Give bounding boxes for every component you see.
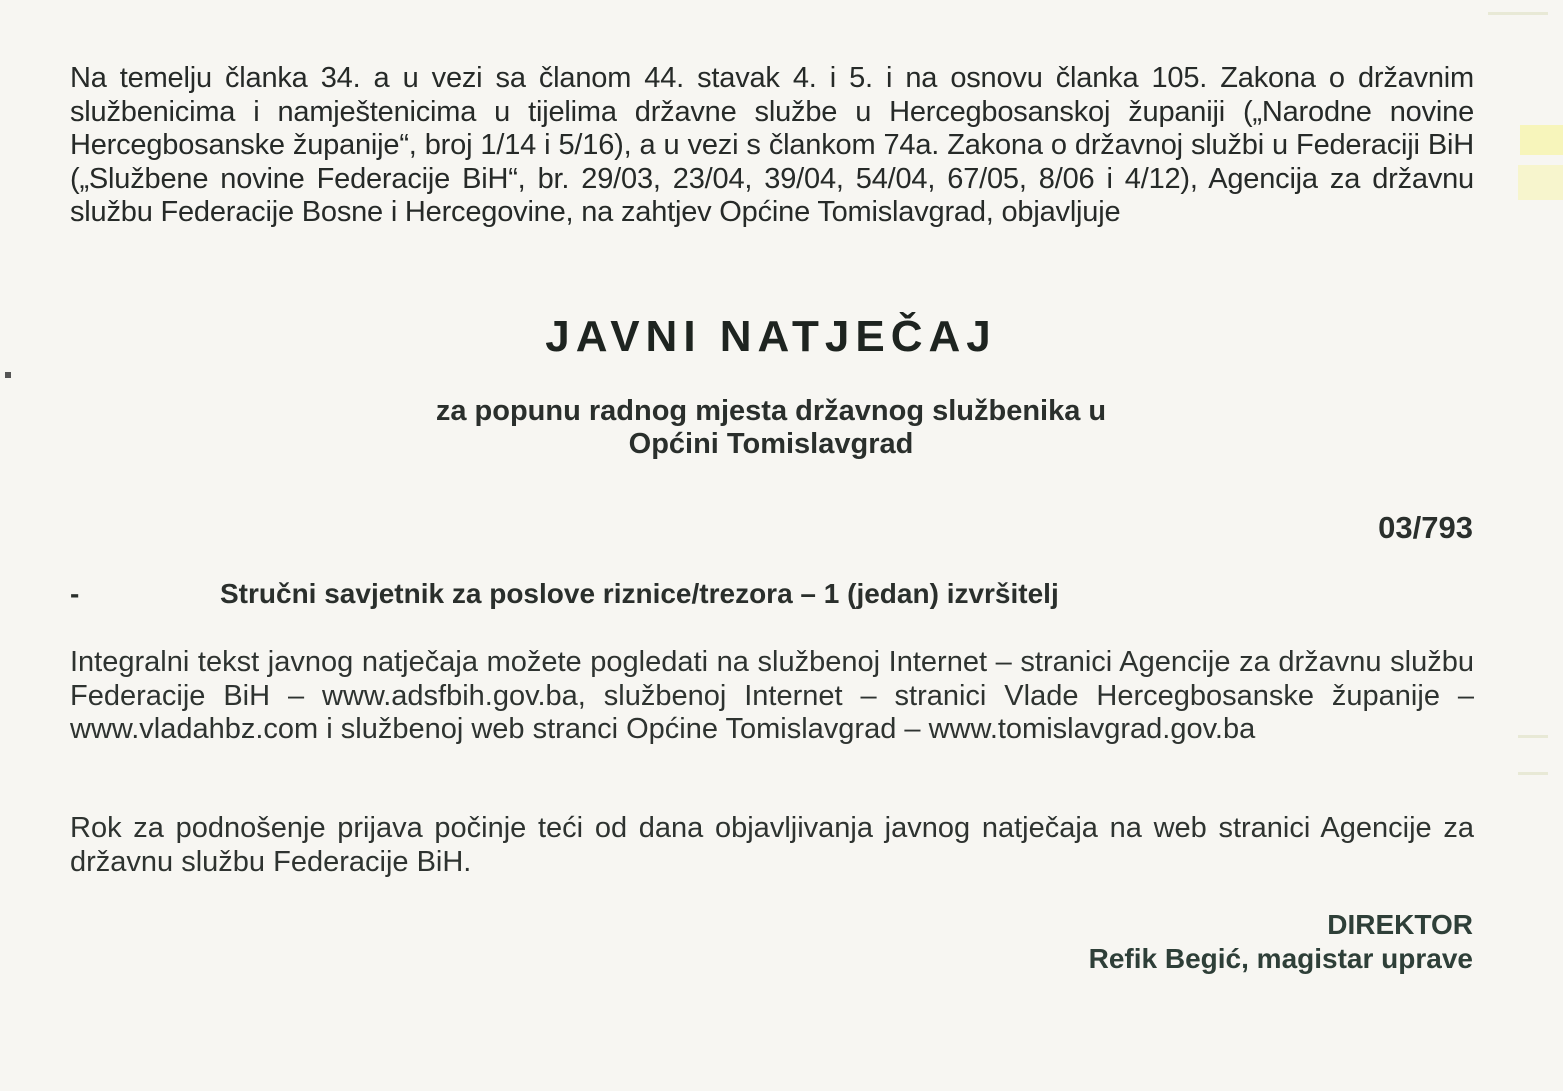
signature-block <box>1089 908 1473 976</box>
integral-text-paragraph: Integralni tekst javnog natječaja možete pogledati na službenoj Internet – stranici Agencije za državnu službu Federacije BiH – www.adsfbih.gov.ba, službenoj Internet – stranici Vlade Hercegbosanske županije – www.vladahbz.com i službenoj web stranci Općine Tomislavgrad – www.tomislavgrad.gov.ba <box>70 646 1474 745</box>
document-subtitle <box>0 395 1542 461</box>
subtitle-line-1: za popunu radnog mjesta državnog službenika u <box>435 395 1107 427</box>
list-bullet: - <box>70 578 80 609</box>
position-title: Stručni savjetnik za poslove riznice/trezora – 1 (jedan) izvršitelj <box>220 578 1059 609</box>
highlighter-mark <box>1518 165 1563 200</box>
reference-number: 03/793 <box>1378 510 1473 545</box>
signature-name: Refik Begić, magistar uprave <box>1088 943 1473 974</box>
scan-speck <box>1518 772 1548 775</box>
document-title: JAVNI NATJEČAJ <box>545 312 997 361</box>
subtitle-line-2: Općini Tomislavgrad <box>628 428 914 460</box>
scan-speck <box>1518 735 1548 738</box>
highlighter-mark <box>1520 125 1563 155</box>
intro-paragraph: Na temelju članka 34. a u vezi sa članom 44. stavak 4. i 5. i na osnovu članka 105. Zakona o državnim službenicima i namještenicima u tijelima državne službe u Hercegbosanskoj županiji („Narodne novine Hercegbosanske županije“, broj 1/14 i 5/16), a u vezi s člankom 74a. Zakona o državnoj službi u Federaciji BiH („Službene novine Federacije BiH“, br. 29/03, 23/04, 39/04, 54/04, 67/05, 8/06 i 4/12), Agencija za državnu službu Federacije Bosne i Hercegovine, na zahtjev Općine Tomislavgrad, objavljuje <box>70 62 1474 228</box>
deadline-paragraph: Rok za podnošenje prijava počinje teći od dana objavljivanja javnog natječaja na web stranici Agencije za državnu službu Federacije BiH. <box>70 812 1474 878</box>
scan-speck <box>1488 12 1548 15</box>
scan-speck <box>5 372 11 378</box>
signature-role: DIREKTOR <box>1327 909 1473 940</box>
